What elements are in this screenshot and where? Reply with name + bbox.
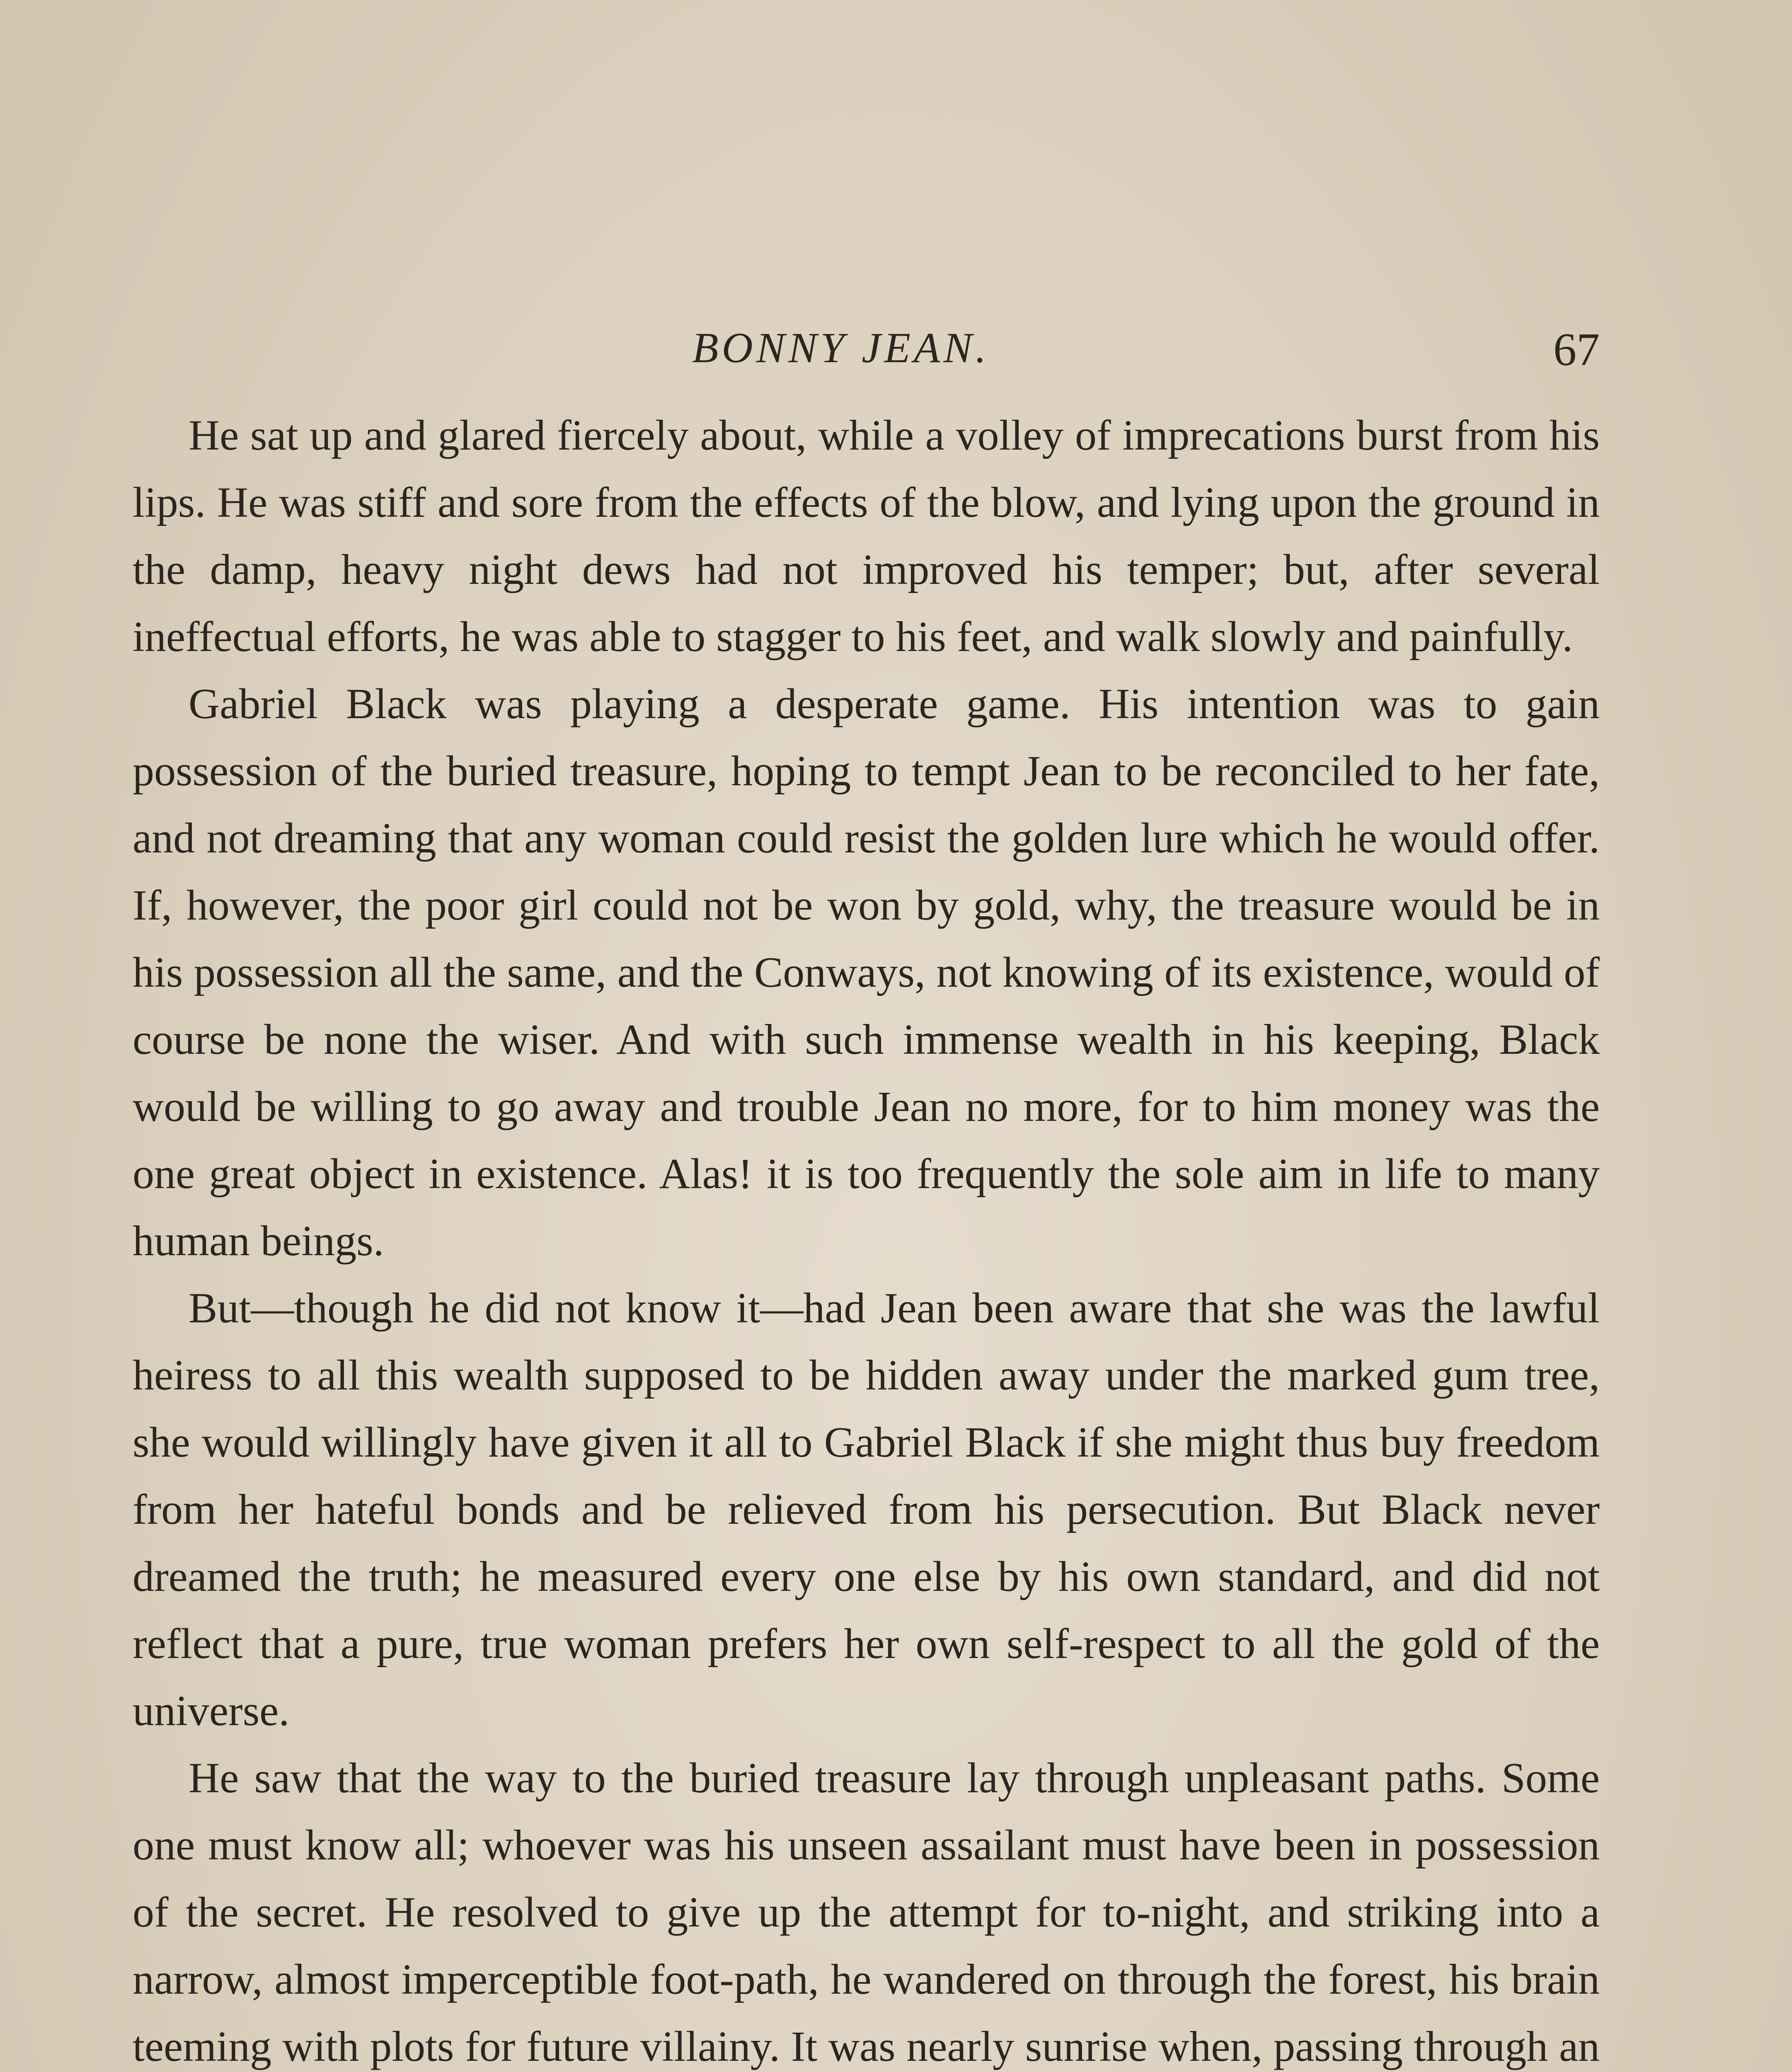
paragraph-4: He saw that the way to the buried treasure lay through unpleasant paths. Some one must know all; whoever was his unseen assailant must have been in possession of the secret. He resolved to give up the attempt for to-night, and striking into a narrow, almost imperceptible foot-path, he wandered on through the forest, his brain teeming with plots for future villainy. It was nearly sunrise when, passing through an — [133, 1754, 1600, 2070]
book-page — [133, 323, 1600, 2072]
paragraph-3: But—though he did not know it—had Jean been aware that she was the lawful heiress to all this wealth supposed to be hidden away under the marked gum tree, she would willingly have given it all to Gabriel Black if she might thus buy freedom from her hateful bonds and be relieved from his persecution. But Black never dreamed the truth; he measured every one else by his own standard, and did not reflect that a pure, true woman prefers her own self-respect to all the gold of the universe. — [133, 1284, 1600, 1735]
running-head — [133, 323, 1600, 390]
running-title: BONNY JEAN. — [692, 324, 990, 372]
body-text — [133, 402, 1600, 2072]
page-number: 67 — [1553, 324, 1600, 375]
paragraph-1: He sat up and glared fiercely about, while a volley of imprecations burst from his lips. He was stiff and sore from the effects of the blow, and lying upon the ground in the damp, heavy night dews had not improved his temper; but, after several ineffectual efforts, he was able to stagger to his feet, and walk slowly and painfully. — [133, 411, 1600, 661]
paragraph-2: Gabriel Black was playing a desperate game. His intention was to gain possession of the buried treasure, hoping to tempt Jean to be reconciled to her fate, and not dreaming that any woman could resist the golden lure which he would offer. If, however, the poor girl could not be won by gold, why, the treasure would be in his possession all the same, and the Conways, not knowing of its existence, would of course be none the wiser. And with such immense wealth in his keeping, Black would be willing to go away and trouble Jean no more, for to him money was the one great object in existence. Alas! it is too frequently the sole aim in life to many human beings. — [133, 680, 1600, 1265]
